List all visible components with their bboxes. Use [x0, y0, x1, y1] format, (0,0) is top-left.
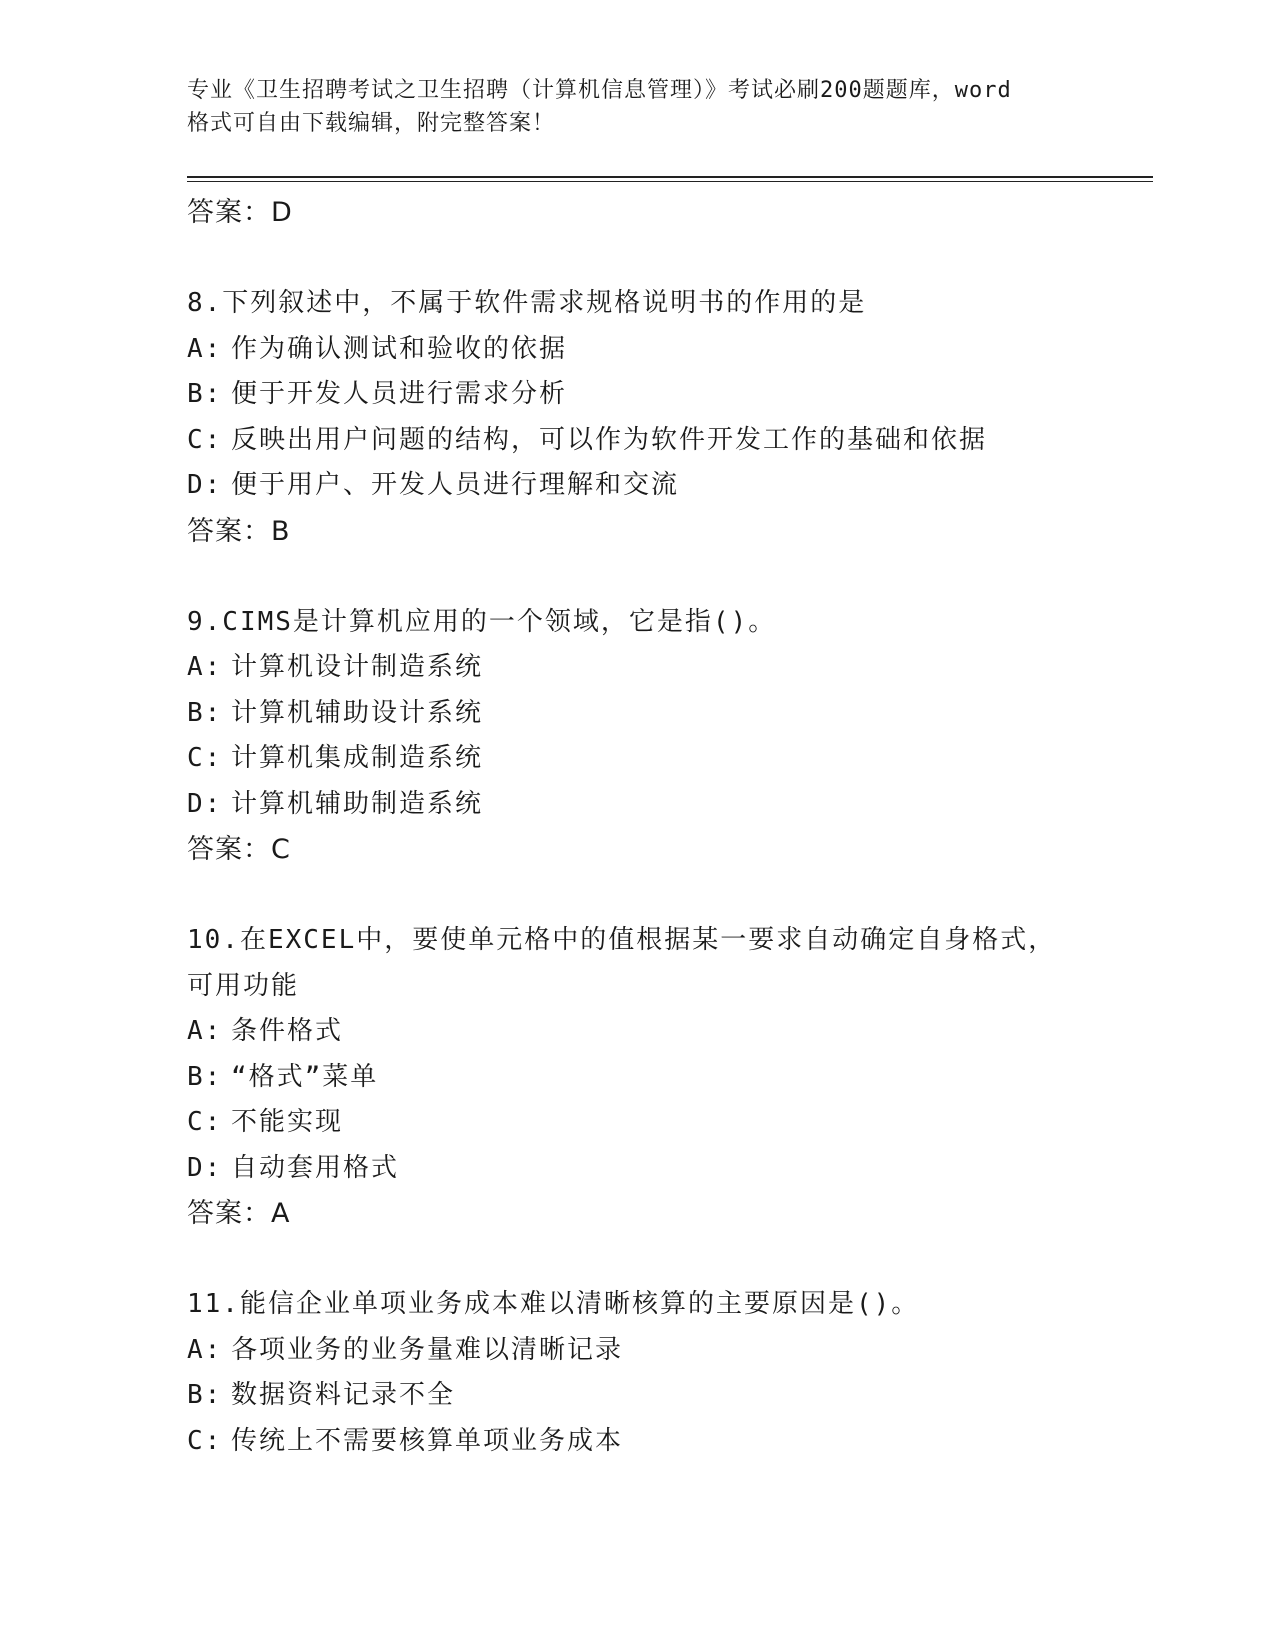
option-label: D:: [187, 1152, 223, 1183]
option-text: 计算机设计制造系统: [231, 652, 484, 682]
option-label: B:: [187, 1380, 223, 1410]
option-label: C:: [187, 1425, 223, 1456]
option-label: C:: [187, 1107, 223, 1137]
option-label: A:: [187, 333, 223, 364]
option-b: [187, 691, 1147, 737]
option-b: [187, 372, 1147, 418]
option-label: A:: [187, 1334, 223, 1365]
option-text: 数据资料记录不全: [231, 1380, 456, 1410]
answer-line: 答案：C: [187, 834, 291, 865]
option-text: 计算机集成制造系统: [231, 743, 484, 773]
option-c: [187, 1100, 1147, 1146]
option-text: 不能实现: [231, 1107, 344, 1137]
option-label: A:: [187, 1016, 223, 1046]
option-label: D:: [187, 788, 223, 819]
question-stem-line2: 可用功能: [187, 970, 300, 1001]
option-label: C:: [187, 743, 223, 773]
option-text: 各项业务的业务量难以清晰记录: [231, 1334, 624, 1365]
option-d: [187, 463, 1147, 509]
option-text: 自动套用格式: [231, 1152, 400, 1183]
option-c: [187, 736, 1147, 782]
option-text: 条件格式: [231, 1016, 344, 1046]
question-stem: 11.能信企业单项业务成本难以清晰核算的主要原因是()。: [187, 1289, 920, 1319]
header-title-line1: 专业《卫生招聘考试之卫生招聘（计算机信息管理）》考试必刷200题题库，word: [187, 78, 1012, 103]
answer-line: 答案：A: [187, 1198, 291, 1229]
header-divider-thin: [187, 181, 1153, 182]
option-text: 计算机辅助设计系统: [231, 697, 484, 728]
option-label: B:: [187, 697, 223, 728]
option-label: D:: [187, 470, 223, 500]
option-a: [187, 1328, 1147, 1374]
question-item: [187, 600, 1147, 873]
option-b: [187, 1373, 1147, 1419]
option-text: 传统上不需要核算单项业务成本: [231, 1425, 624, 1456]
option-text: “格式”菜单: [231, 1061, 379, 1092]
option-c: [187, 1419, 1147, 1465]
question-list: [187, 190, 1147, 1464]
question-item: [187, 1282, 1147, 1464]
option-a: [187, 645, 1147, 691]
option-a: [187, 1009, 1147, 1055]
answer-line: 答案：B: [187, 515, 291, 547]
option-label: A:: [187, 652, 223, 682]
option-text: 便于开发人员进行需求分析: [231, 379, 568, 409]
option-label: C:: [187, 424, 223, 455]
option-label: B:: [187, 379, 223, 409]
option-text: 作为确认测试和验收的依据: [231, 333, 568, 364]
option-a: [187, 327, 1147, 373]
option-b: [187, 1055, 1147, 1101]
header-divider-thick: [187, 176, 1153, 178]
question-item: [187, 918, 1147, 1237]
question-stem: 8.下列叙述中，不属于软件需求规格说明书的作用的是: [187, 288, 867, 318]
option-d: [187, 782, 1147, 828]
option-d: [187, 1146, 1147, 1192]
option-text: 反映出用户问题的结构，可以作为软件开发工作的基础和依据: [231, 424, 988, 455]
option-text: 计算机辅助制造系统: [231, 788, 484, 819]
header-title-line2: 格式可自由下载编辑，附完整答案！: [187, 111, 556, 136]
document-header: [187, 74, 1107, 140]
question-stem: 9.CIMS是计算机应用的一个领域，它是指()。: [187, 606, 777, 637]
option-text: 便于用户、开发人员进行理解和交流: [231, 470, 680, 500]
option-label: B:: [187, 1061, 223, 1092]
question-item: [187, 281, 1147, 554]
question-stem-line1: 10.在EXCEL中，要使单元格中的值根据某一要求自动确定自身格式，: [187, 925, 1057, 955]
previous-answer: 答案：D: [187, 197, 293, 228]
option-c: [187, 418, 1147, 464]
